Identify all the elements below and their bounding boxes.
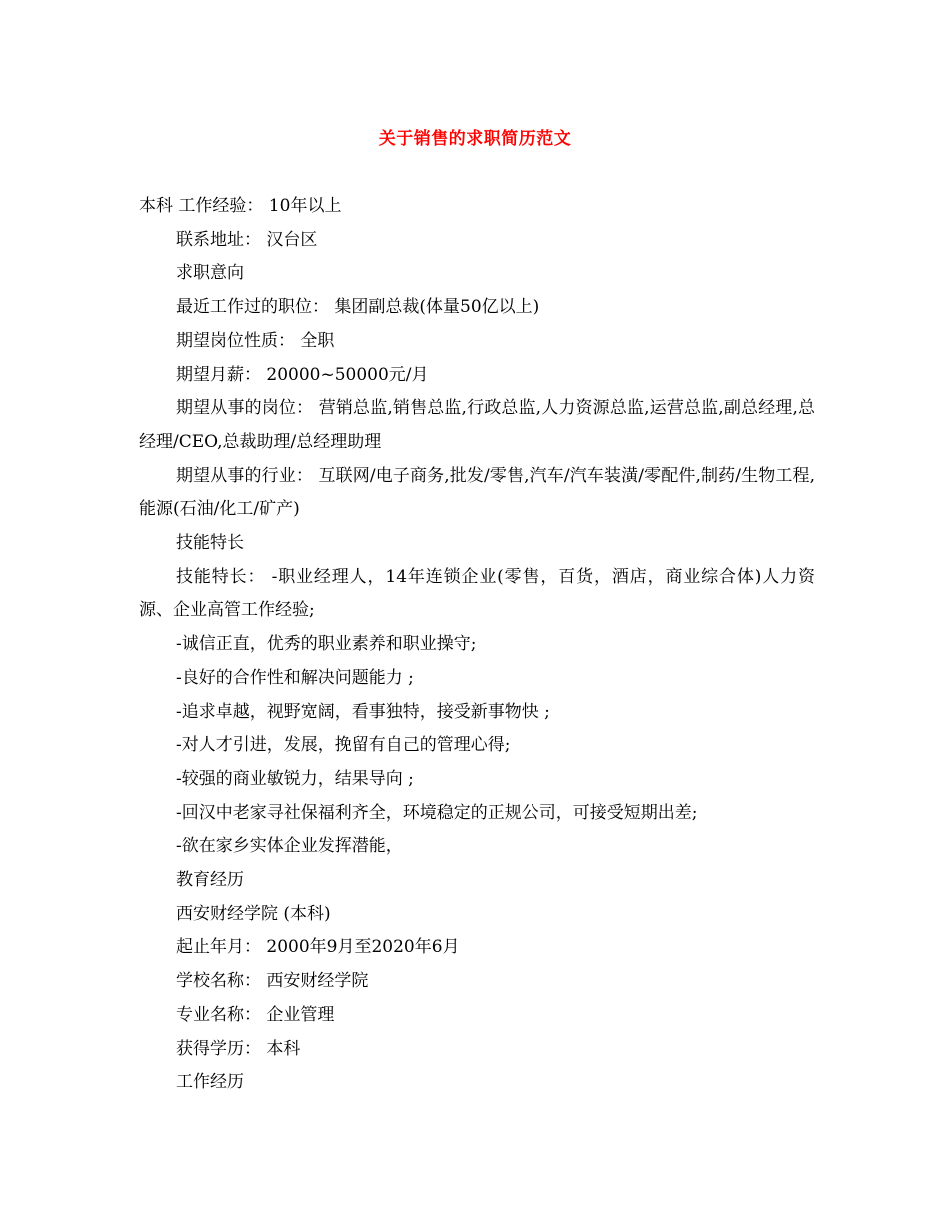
major-line: 专业名称： 企业管理 (176, 1004, 335, 1025)
school-name-line: 学校名称： 西安财经学院 (176, 971, 369, 992)
school-degree-line: 西安财经学院 (本科) (176, 903, 331, 924)
resume-body (139, 190, 815, 1100)
skill-item: -良好的合作性和解决问题能力 ; (176, 667, 414, 688)
contact-address-line: 联系地址： 汉台区 (176, 229, 318, 250)
section-heading-job-intention: 求职意向 (176, 263, 244, 284)
education-experience-line: 本科 工作经验： 10年以上 (139, 196, 342, 216)
skill-item: -欲在家乡实体企业发挥潜能， (176, 836, 403, 857)
expected-industries-paragraph: 期望从事的行业： 互联网/电子商务,批发/零售,汽车/汽车装潢/零配件,制药/生物工程,能源(石油/化工/矿产) (139, 465, 815, 520)
job-type-line: 期望岗位性质： 全职 (176, 330, 335, 351)
study-period-line: 起止年月： 2000年9月至2020年6月 (176, 937, 460, 958)
expected-salary-line: 期望月薪： 20000~50000元/月 (176, 364, 429, 385)
skill-item: -追求卓越，视野宽阔，看事独特，接受新事物快 ; (176, 701, 550, 722)
section-heading-skills: 技能特长 (176, 533, 244, 554)
skill-item: -回汉中老家寻社保福利齐全，环境稳定的正规公司，可接受短期出差; (176, 802, 698, 823)
skill-item: -较强的商业敏锐力，结果导向 ; (176, 768, 414, 789)
skill-item: -诚信正直，优秀的职业素养和职业操守; (176, 634, 477, 655)
skill-item: -对人才引进，发展，挽留有自己的管理心得; (176, 735, 511, 756)
section-heading-work-experience: 工作经历 (176, 1072, 244, 1093)
degree-line: 获得学历： 本科 (176, 1038, 301, 1059)
recent-position-line: 最近工作过的职位： 集团副总裁(体量50亿以上) (176, 297, 540, 318)
page-title: 关于销售的求职简历范文 (378, 129, 572, 149)
skills-paragraph: 技能特长： -职业经理人，14年连锁企业(零售，百货，酒店，商业综合体)人力资源、企业高管工作经验; (139, 566, 815, 621)
section-heading-education: 教育经历 (176, 870, 244, 891)
expected-positions-paragraph: 期望从事的岗位： 营销总监,销售总监,行政总监,人力资源总监,运营总监,副总经理,总经理/CEO,总裁助理/总经理助理 (139, 398, 815, 452)
